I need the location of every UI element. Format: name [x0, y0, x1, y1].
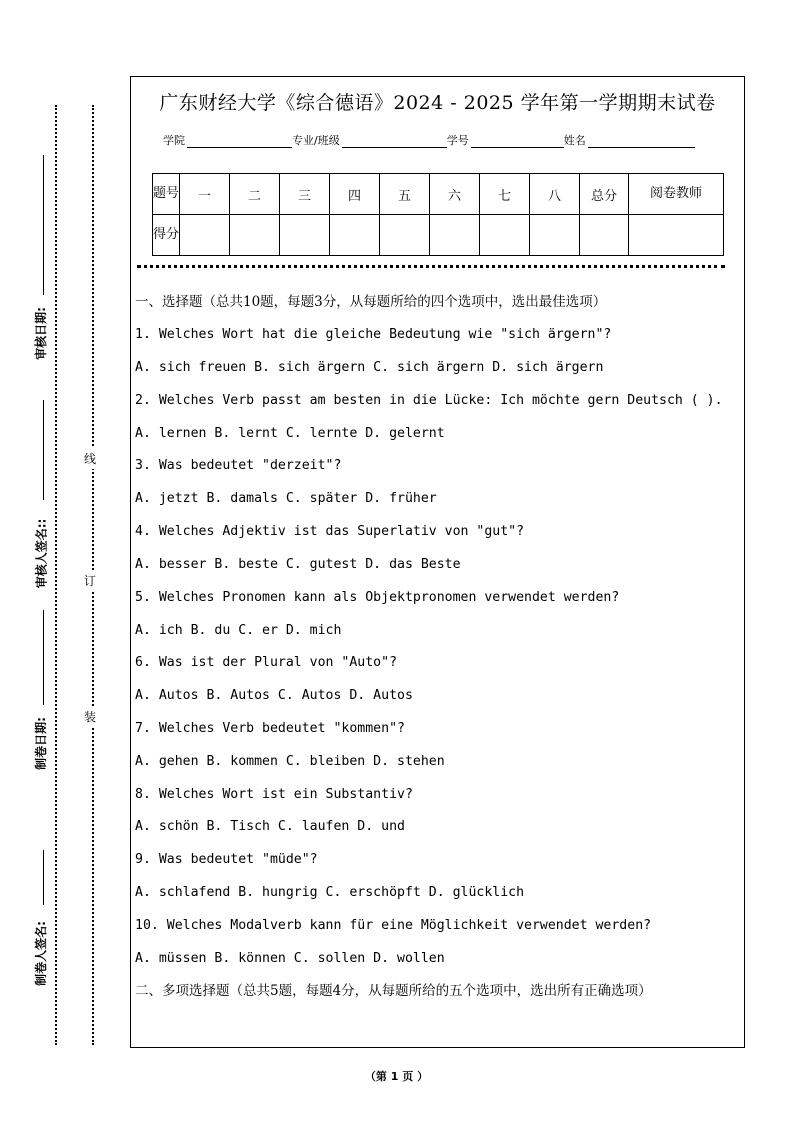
options-6: A. Autos B. Autos C. Autos D. Autos	[135, 688, 413, 703]
college-field[interactable]	[187, 133, 292, 148]
score-col-5: 五	[380, 174, 430, 215]
binding-mark-ding: 订	[84, 570, 96, 591]
score-col-4: 四	[330, 174, 380, 215]
question-1: 1. Welches Wort hat die gleiche Bedeutung wie "sich ärgern"?	[135, 327, 612, 342]
score-table	[152, 173, 724, 256]
binding-margin	[0, 0, 130, 1122]
question-3: 3. Was bedeutet "derzeit"?	[135, 458, 342, 473]
score-cell[interactable]	[580, 215, 629, 256]
score-cell[interactable]	[280, 215, 330, 256]
question-6: 6. Was ist der Plural von "Auto"?	[135, 655, 398, 670]
score-cell[interactable]	[480, 215, 530, 256]
score-col-total: 总分	[580, 174, 629, 215]
student-id-field[interactable]	[471, 133, 564, 148]
options-10: A. müssen B. können C. sollen D. wollen	[135, 951, 445, 966]
options-8: A. schön B. Tisch C. laufen D. und	[135, 819, 405, 834]
score-col-8: 八	[530, 174, 580, 215]
name-label: 姓名	[563, 134, 586, 147]
section1-title: 一、选择题（总共10题，每题3分，从每题所给的四个选项中，选出最佳选项）	[135, 294, 607, 310]
score-cell[interactable]	[380, 215, 430, 256]
score-cell[interactable]	[230, 215, 280, 256]
options-3: A. jetzt B. damals C. später D. früher	[135, 491, 437, 506]
options-5: A. ich B. du C. er D. mich	[135, 623, 342, 638]
score-table-score-row	[153, 215, 724, 256]
options-4: A. besser B. beste C. gutest D. das Beste	[135, 557, 461, 572]
name-field[interactable]	[588, 133, 695, 148]
score-cell[interactable]	[530, 215, 580, 256]
score-col-grader: 阅卷教师	[629, 174, 724, 215]
question-7: 7. Welches Verb bedeutet "kommen"?	[135, 721, 405, 736]
maker-sign-line	[43, 850, 44, 905]
score-col-2: 二	[230, 174, 280, 215]
score-cell[interactable]	[330, 215, 380, 256]
question-2: 2. Welches Verb passt am besten in die Lücke: Ich möchte gern Deutsch ( ).	[135, 393, 723, 408]
maker-sign-label: 制卷人签名:	[33, 921, 48, 986]
maker-date-label: 制卷日期:	[33, 717, 48, 770]
binding-dotted-line-outer	[55, 105, 57, 1045]
score-table-head-timu: 题号	[153, 174, 180, 215]
options-7: A. gehen B. kommen C. bleiben D. stehen	[135, 754, 445, 769]
exam-title: 广东财经大学《综合德语》2024 - 2025 学年第一学期期末试卷	[159, 92, 716, 114]
student-id-label: 学号	[446, 134, 469, 147]
score-col-1: 一	[180, 174, 230, 215]
question-5: 5. Welches Pronomen kann als Objektpronomen verwendet werden?	[135, 590, 620, 605]
reviewer-date-line	[43, 155, 44, 295]
student-info-row	[163, 132, 695, 148]
score-table-header-row	[153, 174, 724, 215]
maker-date-line	[43, 610, 44, 705]
score-col-3: 三	[280, 174, 330, 215]
section-divider	[137, 265, 725, 268]
question-10: 10. Welches Modalverb kann für eine Möglichkeit verwendet werden?	[135, 918, 652, 933]
options-1: A. sich freuen B. sich ärgern C. sich ärgern D. sich ärgern	[135, 360, 604, 375]
college-label: 学院	[163, 134, 185, 147]
question-9: 9. Was bedeutet "müde"?	[135, 852, 318, 867]
section2-title: 二、多项选择题（总共5题，每题4分，从每题所给的五个选项中，选出所有正确选项）	[135, 983, 652, 999]
major-class-label: 专业/班级	[292, 134, 340, 147]
score-cell[interactable]	[180, 215, 230, 256]
score-col-7: 七	[480, 174, 530, 215]
reviewer-date-label: 审核日期:	[33, 307, 48, 360]
score-cell[interactable]	[430, 215, 480, 256]
score-cell[interactable]	[629, 215, 724, 256]
reviewer-sign-label: 审核人签名::	[34, 518, 49, 589]
options-9: A. schlafend B. hungrig C. erschöpft D. glücklich	[135, 885, 525, 900]
major-class-field[interactable]	[342, 133, 447, 148]
score-table-head-defen: 得分	[153, 215, 180, 256]
options-2: A. lernen B. lernt C. lernte D. gelernt	[135, 426, 445, 441]
question-4: 4. Welches Adjektiv ist das Superlativ von "gut"?	[135, 524, 525, 539]
reviewer-sign-line	[43, 400, 44, 500]
page-number: （第 1 页 ）	[364, 1070, 429, 1083]
question-8: 8. Welches Wort ist ein Substantiv?	[135, 787, 413, 802]
binding-mark-zhuang: 装	[84, 706, 96, 727]
score-col-6: 六	[430, 174, 480, 215]
binding-mark-xian: 线	[84, 448, 96, 469]
